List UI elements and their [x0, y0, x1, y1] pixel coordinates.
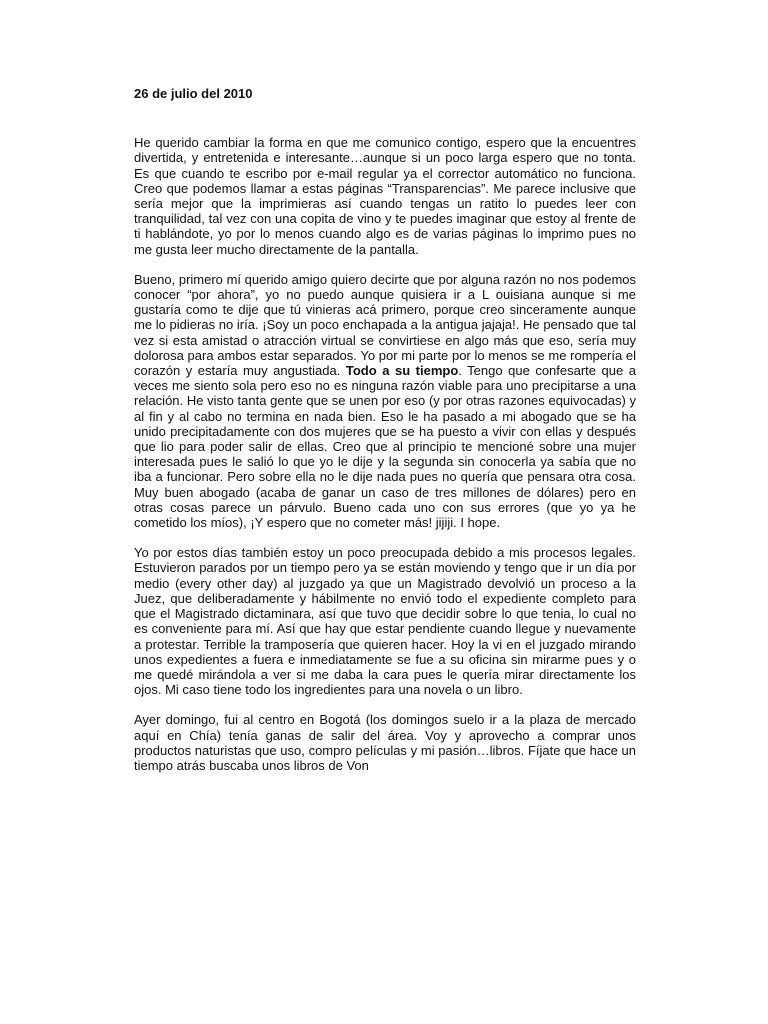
paragraph-2: [134, 272, 636, 530]
paragraph-2-part-b: . Tengo que confesarte que a veces me siento sola pero eso no es ninguna razón viable para uno precipitarse a una relación. He visto tanta gente que se unen por eso (y por otras razones equivocadas) y al fin y al cabo no termina en nada bien. Eso le ha pasado a mi abogado que se ha unido precipitadamente con dos mujeres que se ha puesto a vivir con ellas y después que lio para poder salir de ellas. Creo que al principio te mencioné sobre una mujer interesada pues le salió lo que yo le dije y la segunda sin conocerla ya sabía que no iba a funcionar. Pero sobre ella no le dije nada pues no quería que pensara otra cosa. Muy buen abogado (acaba de ganar un caso de tres millones de dólares) pero en otras cosas parece un párvulo. Bueno cada uno con sus errores (que yo ya he cometido los míos), ¡Y espero que no cometer más! jijiji. I hope.: [134, 363, 636, 531]
paragraph-4: Ayer domingo, fui al centro en Bogotá (los domingos suelo ir a la plaza de mercado aquí en Chía) tenía ganas de salir del área. Voy y aprovecho a comprar unos productos naturistas que uso, compro películas y mi pasión…libros. Fíjate que hace un tiempo atrás buscaba unos libros de Von: [134, 712, 636, 773]
paragraph-1: He querido cambiar la forma en que me comunico contigo, espero que la encuentres divertida, y entretenida e interesante…aunque si un poco larga espero que no tonta. Es que cuando te escribo por e-mail regular ya el corrector automático no funciona. Creo que podemos llamar a estas páginas “Transparencias”. Me parece inclusive que sería mejor que la imprimieras así cuando tengas un ratito lo puedes leer con tranquilidad, tal vez con una copita de vino y te puedes imaginar que estoy al frente de ti hablándote, yo por lo menos cuando algo es de varias páginas lo imprimo pues no me gusta leer mucho directamente de la pantalla.: [134, 135, 636, 257]
paragraph-2-part-a: Bueno, primero mí querido amigo quiero decirte que por alguna razón no nos podemos conocer “por ahora”, yo no puedo aunque quisiera ir a L ouisiana aunque si me gustaría como te dije que tú vinieras acá primero, porque creo sinceramente aunque me lo pidieras no iría. ¡Soy un poco enchapada a la antigua jajaja!. He pensado que tal vez si esta amistad o atracción virtual se convirtiese en algo más que eso, sería muy dolorosa para ambos estar separados. Yo por mi parte por lo menos se me rompería el corazón y estaría muy angustiada.: [134, 271, 636, 379]
letter-body: [134, 86, 636, 788]
paragraph-3: Yo por estos días también estoy un poco preocupada debido a mis procesos legales. Estuvieron parados por un tiempo pero ya se están moviendo y tengo que ir un día por medio (every other day) al juzgado ya que un Magistrado devolvió un proceso a la Juez, que deliberadamente y hábilmente no envió todo el expediente completo para que el Magistrado dictaminara, así que tuvo que decidir sobre lo que tenia, lo cual no es conveniente para mí. Así que hay que estar pendiente cuando llegue y nuevamente a protestar. Terrible la tramposería que quieren hacer. Hoy la vi en el juzgado mirando unos expedientes a fuera e inmediatamente se fue a su oficina sin mirarme pues y o me quedé mirándola a ver si me daba la cara pues le quería mirar directamente los ojos. Mi caso tiene todo los ingredientes para una novela o un libro.: [134, 545, 636, 698]
letter-date: 26 de julio del 2010: [134, 86, 253, 101]
bold-phrase: Todo a su tiempo: [345, 363, 459, 379]
